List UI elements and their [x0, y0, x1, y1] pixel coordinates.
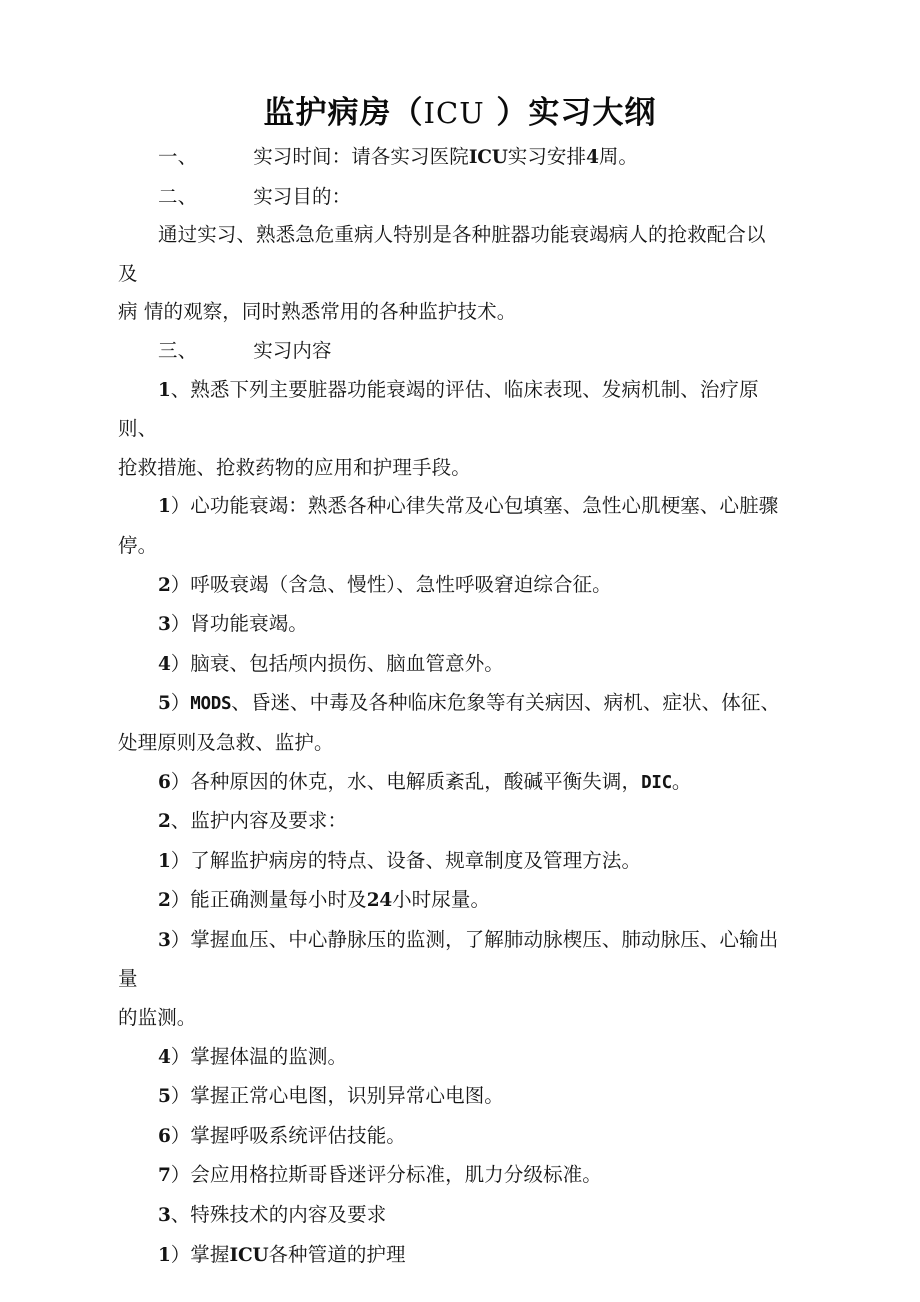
document-body — [118, 138, 784, 1275]
text-run-latin: ICU — [468, 147, 508, 168]
text-run-cjk: ）会应用格拉斯哥昏迷评分标准，肌力分级标准。 — [170, 1163, 602, 1187]
paragraph-item-1-6 — [118, 763, 784, 803]
text-run-cjk: 通过实习、熟悉急危重病人特别是各种脏器功能衰竭病人的抢救配合以及 — [118, 223, 766, 285]
text-run-latin: 4 — [586, 147, 599, 168]
text-run-cjk: 、熟悉下列主要脏器功能衰竭的评估、临床表现、发病机制、治疗原则、 — [118, 377, 759, 441]
text-run-cjk: ）肾功能衰竭。 — [170, 612, 308, 636]
paragraph-item-1-3 — [118, 605, 784, 645]
text-run-latin: DIC — [641, 772, 672, 793]
paragraph-item-1-b — [118, 449, 784, 488]
text-run-latin: 5 — [158, 1086, 171, 1108]
page-title-acronym: ICU — [423, 95, 485, 130]
text-run-cjk: ）掌握 — [170, 1242, 230, 1266]
text-run-cjk: ）掌握呼吸系统评估技能。 — [170, 1123, 406, 1147]
paragraph-item-2-2 — [118, 881, 784, 921]
text-run-cjk: 、特殊技术的内容及要求 — [170, 1203, 387, 1227]
text-run-cjk: 停。 — [118, 533, 158, 557]
text-run-cjk: 实习时间：请各实习医院 — [253, 145, 469, 168]
paragraph-sec-2-body-b — [118, 293, 784, 332]
paragraph-marker: 一、 — [158, 145, 198, 168]
paragraph-item-2-5 — [118, 1077, 784, 1117]
text-run-latin: 6 — [158, 1125, 171, 1147]
text-run-latin: 2 — [158, 890, 171, 912]
text-run-latin: 1 — [158, 1244, 171, 1266]
text-run-cjk: ）掌握血压、中心静脉压的监测，了解肺动脉楔压、肺动脉压、心输出量 — [118, 927, 779, 991]
text-run-cjk: 实习目的： — [253, 184, 352, 208]
text-run-cjk: 抢救措施、抢救药物的应用和护理手段。 — [118, 455, 471, 479]
paragraph-sec-1 — [118, 138, 784, 178]
paragraph-item-1-1-b — [118, 527, 784, 566]
paragraph-item-2 — [118, 802, 784, 842]
paragraph-item-2-1 — [118, 842, 784, 882]
paragraph-item-1-1-a — [118, 487, 784, 527]
text-run-cjk: ）脑衰、包括颅内损伤、脑血管意外。 — [170, 651, 504, 675]
paragraph-item-2-3-b — [118, 999, 784, 1038]
text-run-cjk: ）心功能衰竭：熟悉各种心律失常及心包填塞、急性心肌梗塞、心脏骤 — [170, 494, 779, 518]
text-run-latin: 1 — [158, 850, 171, 872]
text-run-cjk: ）掌握正常心电图，识别异常心电图。 — [170, 1084, 504, 1108]
text-run-cjk: 各种管道的护理 — [268, 1242, 406, 1266]
text-run-cjk: 实习安排 — [507, 145, 587, 168]
paragraph-item-1-5-a — [118, 684, 784, 724]
paragraph-marker: 二、 — [158, 184, 198, 208]
text-run-latin: 4 — [158, 653, 171, 675]
text-run-latin: 2 — [158, 811, 171, 833]
text-run-latin: 6 — [158, 771, 171, 793]
paragraph-item-2-7 — [118, 1156, 784, 1196]
text-run-cjk: 病 情的观察，同时熟悉常用的各种监护技术。 — [118, 300, 517, 324]
text-run-cjk: 处理原则及急救、监护。 — [118, 730, 334, 754]
text-run-latin: 24 — [366, 890, 393, 912]
paragraph-marker: 三、 — [158, 338, 198, 362]
text-run-cjk: 。 — [671, 769, 692, 793]
text-run-cjk: ）掌握体温的监测。 — [170, 1044, 348, 1068]
text-run-cjk: ）呼吸衰竭（含急、慢性）、急性呼吸窘迫综合征。 — [170, 572, 612, 596]
text-run-latin: 1 — [158, 496, 171, 518]
text-run-cjk: ）能正确测量每小时及 — [170, 888, 367, 912]
text-run-cjk: ） — [170, 691, 191, 715]
paragraph-sec-2 — [118, 178, 784, 217]
text-run-cjk: 小时尿量。 — [392, 888, 491, 912]
paragraph-item-2-6 — [118, 1117, 784, 1157]
page-title-prefix: 监护病房（ — [263, 94, 424, 131]
paragraph-item-3 — [118, 1196, 784, 1236]
text-run-latin: 1 — [158, 379, 171, 401]
text-run-cjk: ）了解监护病房的特点、设备、规章制度及管理方法。 — [170, 848, 642, 872]
text-run-latin: 5 — [158, 693, 171, 715]
paragraph-item-1-4 — [118, 645, 784, 685]
text-run-cjk: 实习内容 — [253, 338, 332, 362]
text-run-latin: MODS — [190, 694, 232, 715]
paragraph-item-3-1 — [118, 1236, 784, 1276]
paragraph-sec-3 — [118, 332, 784, 371]
text-run-latin: 3 — [158, 1205, 171, 1227]
text-run-latin: 3 — [158, 929, 171, 951]
text-run-cjk: 周。 — [598, 145, 639, 168]
text-run-cjk: 的监测。 — [118, 1006, 197, 1030]
paragraph-item-1-a — [118, 371, 784, 449]
paragraph-item-2-4 — [118, 1038, 784, 1078]
text-run-latin: ICU — [229, 1244, 269, 1266]
paragraph-item-1-2 — [118, 566, 784, 606]
text-run-latin: 7 — [158, 1165, 171, 1187]
text-run-latin: 3 — [158, 614, 171, 636]
text-run-cjk: 、监护内容及要求： — [170, 809, 348, 833]
paragraph-item-1-5-b — [118, 724, 784, 763]
text-run-latin: 2 — [158, 574, 171, 596]
page-title-suffix: ）实习大纲 — [484, 94, 657, 131]
text-run-cjk: 、昏迷、中毒及各种临床危象等有关病因、病机、症状、体征、 — [231, 691, 781, 715]
text-run-cjk: ）各种原因的休克，水、电解质紊乱，酸碱平衡失调， — [170, 769, 642, 793]
text-run-latin: 4 — [158, 1046, 171, 1068]
paragraph-item-2-3-a — [118, 921, 784, 999]
paragraph-sec-2-body-a — [118, 216, 784, 293]
page-title — [0, 93, 920, 133]
